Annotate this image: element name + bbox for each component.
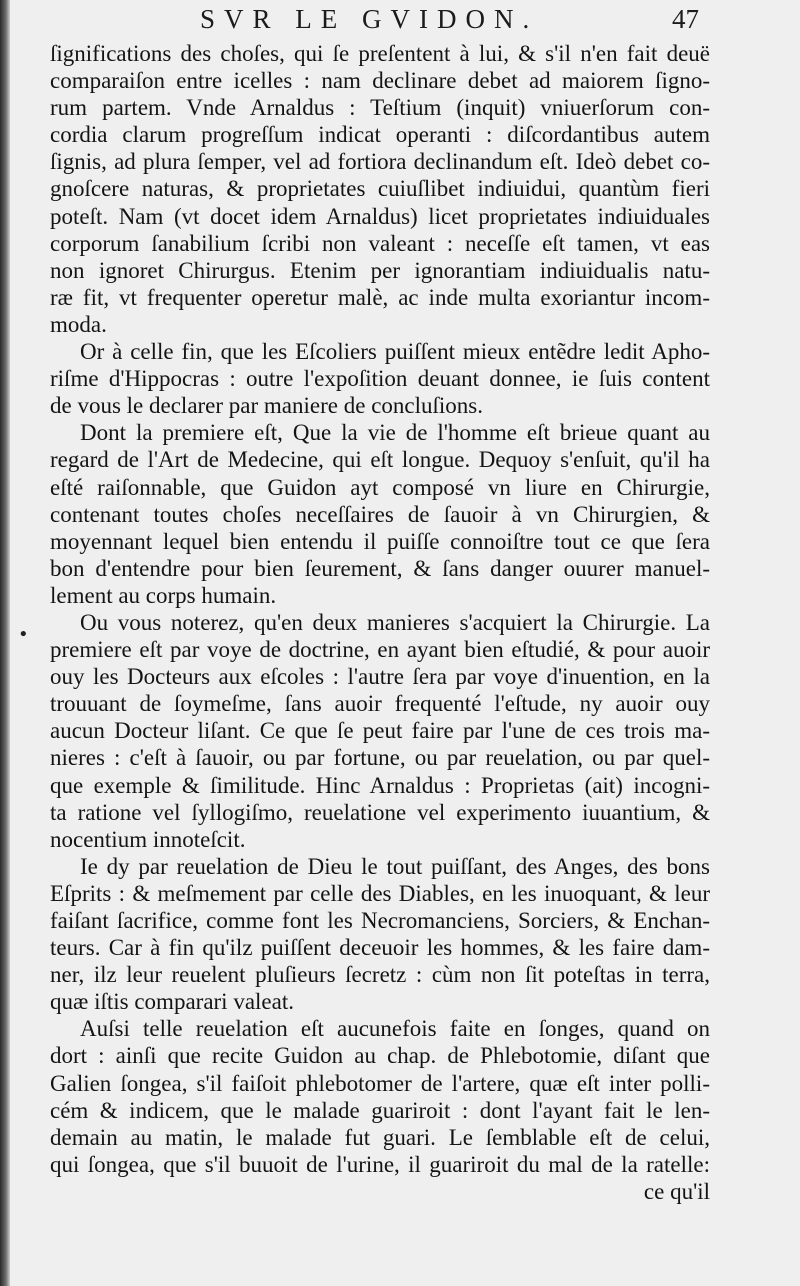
page-header: [0, 2, 800, 38]
text-line: Ou vous noterez, qu'en deux manieres s'acquiert la Chirurgie. La: [80, 609, 710, 635]
text-line: cém & indicem, que le malade guariroit : dont l'ayant fait le len-: [50, 1097, 710, 1123]
text-line: bon d'entendre pour bien ſeurement, & ſans danger ouurer manuel-: [50, 555, 710, 581]
page-gutter-shadow: [0, 0, 10, 1286]
text-line: non ignoret Chirurgus. Etenim per ignorantiam indiuidualis natu-: [50, 257, 710, 283]
text-line: nieres : c'eſt à ſauoir, ou par fortune, ou par reuelation, ou par quel-: [50, 745, 710, 771]
text-line: Auſsi telle reuelation eſt aucunefois faite en ſonges, quand on: [80, 1016, 710, 1042]
text-line: corporum ſanabilium ſcribi non valeant : neceſſe eſt tamen, vt eas: [50, 230, 710, 256]
text-line: eſté raiſonnable, que Guidon ayt composé vn liure en Chirurgie,: [50, 474, 710, 500]
text-line: riſme d'Hippocras : outre l'expoſition deuant donnee, ie ſuis content: [50, 366, 710, 392]
text-line: que exemple & ſimilitude. Hinc Arnaldus : Proprietas (ait) incogni-: [50, 772, 710, 798]
text-line: Ie dy par reuelation de Dieu le tout puiſſant, des Anges, des bons: [80, 853, 710, 879]
text-line: qui ſongea, que s'il buuoit de l'urine, il guariroit du mal de la ratelle:: [50, 1151, 710, 1177]
page-number: 47: [672, 4, 699, 34]
text-line: faiſant ſacrifice, comme font les Necromanciens, Sorciers, & Enchan-: [50, 908, 710, 933]
text-line: poteſt. Nam (vt docet idem Arnaldus) licet proprietates indiuiduales: [50, 203, 710, 229]
text-line: trouuant de ſoymeſme, ſans auoir frequenté l'eſtude, ny auoir ouy: [50, 691, 710, 717]
text-line: moyennant lequel bien entendu il puiſſe connoiſtre tout ce que ſera: [50, 528, 710, 554]
text-line: gnoſcere naturas, & proprietates cuiuſlibet indiuidui, quantùm fieri: [50, 176, 710, 202]
text-line: moda.: [50, 311, 107, 337]
text-line: quæ iſtis comparari valeat.: [50, 989, 294, 1015]
body-text: [50, 40, 710, 1205]
text-line: Eſprits : & meſmement par celle des Diables, en les inuoquant, & leur: [50, 880, 710, 906]
text-line: de vous le declarer par maniere de concluſions.: [50, 393, 483, 419]
text-line: dort : ainſi que recite Guidon au chap. de Phlebotomie, diſant que: [50, 1043, 710, 1069]
running-head: SVR LE GVIDON.: [200, 4, 539, 34]
text-line: premiere eſt par voye de doctrine, en ayant bien eſtudié, & pour auoir: [50, 637, 710, 663]
text-line: aucun Docteur liſant. Ce que ſe peut faire par l'une de ces trois ma-: [50, 718, 710, 744]
text-line: ſignis, ad plura ſemper, vel ad fortiora declinandum eſt. Ideò debet co-: [50, 149, 710, 175]
text-line: nocentium innoteſcit.: [50, 826, 246, 852]
text-line: demain au matin, le malade fut guari. Le ſemblable eſt de celui,: [50, 1124, 710, 1150]
text-line: Galien ſongea, s'il faiſoit phlebotomer de l'artere, quæ eſt inter polli-: [50, 1070, 710, 1096]
text-line: ſignifications des choſes, qui ſe preſentent à lui, & s'il n'en fait deuë: [50, 41, 710, 66]
text-line: contenant toutes choſes neceſſaires de ſauoir à vn Chirurgien, &: [50, 501, 710, 527]
text-line: Or à celle fin, que les Eſcoliers puiſſent mieux entẽdre ledit Apho-: [80, 339, 710, 365]
text-line: ta ratione vel ſyllogiſmo, reuelatione vel experimento iuuantium, &: [50, 799, 710, 825]
text-line: ræ fit, vt frequenter operetur malè, ac inde multa exoriantur incom-: [50, 284, 710, 310]
text-line: comparaiſon entre icelles : nam declinare debet ad maiorem ſigno-: [50, 68, 710, 94]
text-line: ouy les Docteurs aux eſcoles : l'autre ſera par voye d'inuention, en la: [50, 664, 710, 690]
text-line: Dont la premiere eſt, Que la vie de l'homme eſt brieue quant au: [80, 420, 710, 446]
text-line: ner, ilz leur reuelent pluſieurs ſecretz : cùm non ſit poteſtas in terra,: [50, 962, 710, 988]
text-line: regard de l'Art de Medecine, qui eſt longue. Dequoy s'enſuit, qu'il ha: [50, 447, 710, 473]
text-line: rum partem. Vnde Arnaldus : Teſtium (inquit) vniuerſorum con-: [50, 95, 710, 121]
text-line: teurs. Car à fin qu'ilz puiſſent deceuoir les hommes, & les faire dam-: [50, 935, 710, 961]
margin-dot: •: [18, 624, 29, 645]
text-line: ce qu'il: [643, 1178, 710, 1204]
text-line: cordia clarum progreſſum indicat operanti : diſcordantibus autem: [50, 122, 710, 148]
text-line: lement au corps humain.: [50, 582, 277, 608]
